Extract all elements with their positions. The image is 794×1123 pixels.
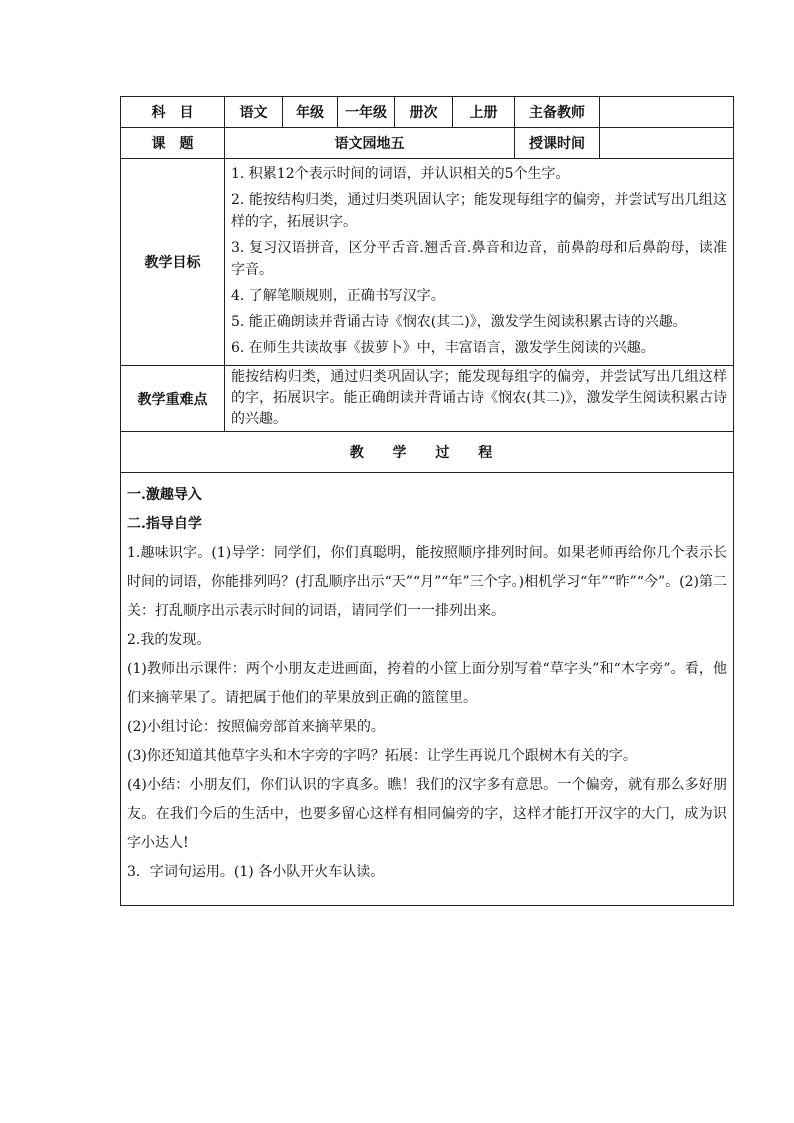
key-points-label: 教学重难点 xyxy=(121,366,225,432)
goal-item: 3. 复习汉语拼音，区分平舌音.翘舌音.鼻音和边音，前鼻韵母和后鼻韵母，读准字音。 xyxy=(231,240,727,278)
process-title: 教 学 过 程 xyxy=(121,432,734,473)
goals-row xyxy=(121,159,734,366)
goal-item: 4. 了解笔顺规则，正确书写汉字。 xyxy=(231,288,445,304)
volume-label: 册次 xyxy=(395,97,453,128)
teacher-value xyxy=(600,97,734,128)
time-label: 授课时间 xyxy=(515,128,600,159)
topic-label: 课 题 xyxy=(121,128,225,159)
process-paragraph: (4)小结：小朋友们，你们认识的字真多。瞧！我们的汉字多有意思。一个偏旁，就有那么多好朋友。在我们今后的生活中，也要多留心这样有相同偏旁的字，这样才能打开汉字的大门，成为识字小达人! xyxy=(127,777,727,851)
key-points-text: 能按结构归类，通过归类巩固认字；能发现每组字的偏旁，并尝试写出几组这样的字，拓展识字。能正确朗读并背诵古诗《悯农(其二)》，激发学生阅读积累古诗的兴趣。 xyxy=(225,366,734,432)
process-row xyxy=(121,473,734,906)
goal-item: 5. 能正确朗读并背诵古诗《悯农(其二)》，激发学生阅读积累古诗的兴趣。 xyxy=(231,314,687,330)
key-points-row xyxy=(121,366,734,432)
grade-value: 一年级 xyxy=(338,97,395,128)
goal-item: 2. 能按结构归类，通过归类巩固认字；能发现每组字的偏旁，并尝试写出几组这样的字，拓展识字。 xyxy=(231,192,727,230)
goal-item: 1. 积累12个表示时间的词语，并认识相关的5个生字。 xyxy=(231,166,570,182)
topic-row xyxy=(121,128,734,159)
goals-label: 教学目标 xyxy=(121,159,225,366)
volume-value: 上册 xyxy=(453,97,515,128)
process-paragraph: (1)教师出示课件：两个小朋友走进画面，挎着的小筐上面分别写着“草字头”和“木字旁”。看，他们来摘苹果了。请把属于他们的苹果放到正确的篮筐里。 xyxy=(127,661,727,706)
goals-content xyxy=(225,159,734,366)
process-content xyxy=(121,473,734,906)
grade-label: 年级 xyxy=(283,97,338,128)
goal-item: 6. 在师生共读故事《拔萝卜》中，丰富语言，激发学生阅读的兴趣。 xyxy=(231,340,655,356)
topic-value: 语文园地五 xyxy=(225,128,515,159)
process-paragraph: 2.我的发现。 xyxy=(127,632,211,648)
header-row xyxy=(121,97,734,128)
process-heading: 一.激趣导入 xyxy=(127,487,202,503)
process-paragraph: 3．字词句运用。(1) 各小队开火车认读。 xyxy=(127,864,385,880)
process-title-row xyxy=(121,432,734,473)
process-heading: 二.指导自学 xyxy=(127,516,202,532)
subject-value: 语文 xyxy=(225,97,283,128)
process-paragraph: (2)小组讨论：按照偏旁部首来摘苹果的。 xyxy=(127,719,385,735)
teacher-label: 主备教师 xyxy=(515,97,600,128)
lesson-plan-table xyxy=(120,96,734,906)
process-paragraph: (3)你还知道其他草字头和木字旁的字吗？拓展：让学生再说几个跟树木有关的字。 xyxy=(127,748,637,764)
time-value xyxy=(600,128,734,159)
process-paragraph: 1.趣味识字。(1)导学：同学们，你们真聪明，能按照顺序排列时间。如果老师再给你几个表示长时间的词语，你能排列吗？(打乱顺序出示“天”“月”“年”三个字。)相机学习“年”“昨”“今”。(2)第二关：打乱顺序出示表示时间的词语，请同学们一一排列出来。 xyxy=(127,545,727,619)
subject-label: 科 目 xyxy=(121,97,225,128)
